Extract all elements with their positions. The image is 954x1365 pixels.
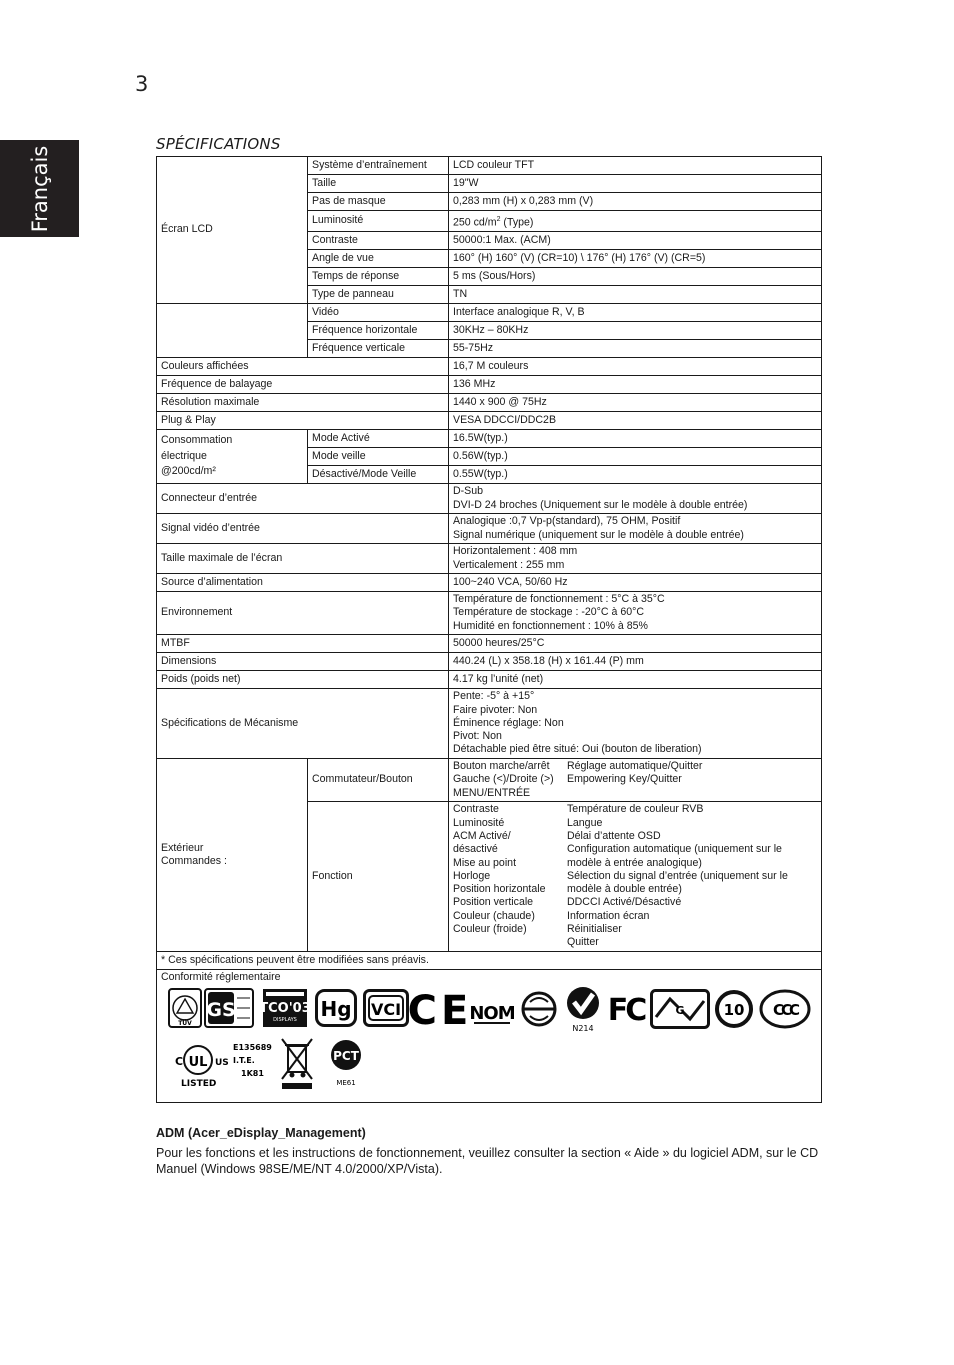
row-label: Connecteur d’entrée — [157, 484, 449, 514]
power-group-line: @200cd/m² — [161, 465, 216, 478]
pct-text: PCT — [333, 1049, 359, 1064]
row-label: Environnement — [157, 592, 449, 635]
table-row — [157, 759, 822, 802]
me61-text: ME61 — [336, 1079, 356, 1088]
compliance-cell — [157, 970, 822, 1103]
row-label: Plug & Play — [157, 412, 449, 430]
row-value: 136 MHz — [449, 376, 822, 394]
language-tab-label: Français — [27, 145, 52, 232]
row-label: Type de panneau — [308, 286, 449, 304]
row-value: 5 ms (Sous/Hors) — [449, 268, 822, 286]
row-label: Contraste — [308, 232, 449, 250]
row-group-label: Extérieur Commandes : — [157, 759, 308, 952]
row-label: Fréquence de balayage — [157, 376, 449, 394]
ten-year-logo-icon — [714, 989, 754, 1029]
ul-text: UL — [188, 1055, 208, 1071]
row-label: Fréquence horizontale — [308, 322, 449, 340]
row-value: TN — [449, 286, 822, 304]
row-label: Vidéo — [308, 304, 449, 322]
hg-text: Hg — [320, 997, 352, 1022]
row-value: 50000 heures/25°C — [449, 635, 822, 653]
language-tab — [0, 140, 79, 237]
row-value — [449, 759, 822, 802]
weee-bin-logo-icon — [279, 1036, 315, 1090]
row-value: LCD couleur TFT — [449, 157, 822, 175]
tuv-logo-icon — [168, 988, 202, 1028]
nom-text: NOM — [469, 1003, 515, 1025]
power-group-line: Consommation — [161, 434, 233, 447]
row-label: Résolution maximale — [157, 394, 449, 412]
table-row — [157, 952, 822, 970]
table-row — [157, 689, 822, 759]
ul-ite-text: I.T.E. — [233, 1056, 255, 1066]
table-row — [157, 592, 822, 635]
value-tail: (Type) — [500, 216, 534, 229]
row-value — [449, 211, 822, 232]
row-label: Mode Activé — [308, 430, 449, 448]
row-value: 0.56W(typ.) — [449, 448, 822, 466]
row-value: VESA DDCCI/DDC2B — [449, 412, 822, 430]
value-superscript: 2 — [496, 215, 501, 223]
table-row — [157, 484, 822, 514]
row-value: 440.24 (L) x 358.18 (H) x 161.44 (P) mm — [449, 653, 822, 671]
row-label: Désactivé/Mode Veille — [308, 466, 449, 484]
row-value: 30KHz – 80KHz — [449, 322, 822, 340]
row-value: 160° (H) 160° (V) (CR=10) \ 176° (H) 176° (V) (CR=5) — [449, 250, 822, 268]
row-label: Source d’alimentation — [157, 574, 449, 592]
row-label: Poids (poids net) — [157, 671, 449, 689]
table-row — [157, 514, 822, 544]
row-label: Temps de réponse — [308, 268, 449, 286]
table-row — [157, 412, 822, 430]
gs-text: GS — [206, 999, 236, 1022]
fcc-logo-icon — [605, 990, 647, 1028]
function-col-1: Contraste Luminosité ACM Activé/ désactivé Mise au point Horloge Position horizontale Position verticale Couleur (chaude) Couleur (froide) — [453, 803, 546, 936]
gs-logo-icon — [204, 988, 254, 1028]
row-value: 4.17 kg l’unité (net) — [449, 671, 822, 689]
section-title: SPÉCIFICATIONS — [156, 135, 281, 153]
adm-text: Pour les fonctions et les instructions de fonctionnement, veuillez consulter la section « Aide » du logiciel ADM, sur le CD Manuel (Windows 98SE/ME/NT 4.0/2000/XP/Vista). — [156, 1146, 819, 1176]
row-value: 16,7 M couleurs — [449, 358, 822, 376]
ul-1k-text: 1K81 — [241, 1069, 264, 1079]
row-value: Température de fonctionnement : 5°C à 35°C Température de stockage : -20°C à 60°C Humidité en fonctionnement : 10% à 85% — [449, 592, 822, 635]
table-row — [157, 157, 822, 175]
nom-logo-icon — [469, 992, 515, 1026]
row-label: MTBF — [157, 635, 449, 653]
row-label: Système d’entraînement — [308, 157, 449, 175]
row-value: 0.55W(typ.) — [449, 466, 822, 484]
value-main: 250 cd/m — [453, 216, 497, 229]
row-value: 100~240 VCA, 50/60 Hz — [449, 574, 822, 592]
row-label: Mode veille — [308, 448, 449, 466]
compliance-label: Conformité réglementaire — [161, 971, 281, 983]
row-value: Interface analogique R, V, B — [449, 304, 822, 322]
n214-check-logo-icon — [564, 986, 602, 1034]
row-value — [449, 802, 822, 952]
row-group-label — [157, 304, 308, 358]
row-value: 16.5W(typ.) — [449, 430, 822, 448]
row-label: Pas de masque — [308, 193, 449, 211]
table-row — [157, 653, 822, 671]
table-row — [157, 970, 822, 1103]
pct-logo-icon — [326, 1037, 366, 1089]
row-value: D-Sub DVI-D 24 broches (Uniquement sur le modèle à double entrée) — [449, 484, 822, 514]
function-col-2: Température de couleur RVB Langue Délai d’attente OSD Configuration automatique (uniquement sur le modèle à entrée analogique) Sélection du signal d’entrée (uniquement sur le modèle à double entrée) DDCCI Activé/Désactivé Information écran Réinitialiser Quitter — [567, 803, 788, 949]
row-label: Taille — [308, 175, 449, 193]
hg-logo-icon — [315, 989, 357, 1027]
gost-logo-icon — [520, 990, 558, 1028]
row-label: Commutateur/Bouton — [308, 759, 449, 802]
note: * Ces spécifications peuvent être modifiées sans préavis. — [157, 952, 822, 970]
row-label: Couleurs affichées — [157, 358, 449, 376]
table-row — [157, 574, 822, 592]
power-group-line: électrique — [161, 449, 207, 462]
fc-text: FC — [607, 993, 645, 1029]
row-label: Angle de vue — [308, 250, 449, 268]
ul-e-text: E135689 — [233, 1043, 272, 1053]
row-value: 50000:1 Max. (ACM) — [449, 232, 822, 250]
row-value: 1440 x 900 @ 75Hz — [449, 394, 822, 412]
table-row — [157, 544, 822, 574]
row-label: Spécifications de Mécanisme — [157, 689, 449, 759]
tco-text: TCO'03 — [259, 1001, 311, 1017]
ce-logo-icon — [407, 987, 473, 1035]
table-row — [157, 376, 822, 394]
table-row — [157, 635, 822, 653]
row-value: 19"W — [449, 175, 822, 193]
g-mark-logo-icon — [650, 989, 710, 1029]
ten-text: 10 — [723, 1001, 745, 1020]
row-label: Luminosité — [308, 211, 449, 232]
row-label: Fréquence verticale — [308, 340, 449, 358]
ccc-text: CCC — [772, 1001, 798, 1020]
row-group-label: Écran LCD — [157, 157, 308, 304]
table-row — [157, 671, 822, 689]
row-label: Signal vidéo d’entrée — [157, 514, 449, 544]
ul-us-text: US — [215, 1058, 229, 1069]
ul-c-text: C — [175, 1055, 184, 1069]
tuv-text: TÜV — [178, 1020, 192, 1028]
row-value: Analogique :0,7 Vp-p(standard), 75 OHM, Positif Signal numérique (uniquement sur le modèle à double entrée) — [449, 514, 822, 544]
table-row — [157, 394, 822, 412]
row-label: Taille maximale de l’écran — [157, 544, 449, 574]
row-value: 0,283 mm (H) x 0,283 mm (V) — [449, 193, 822, 211]
ul-listed-logo-icon — [171, 1038, 273, 1090]
switch-col-1: Bouton marche/arrêt Gauche (<)/Droite (>) MENU/ENTRÉE — [453, 760, 554, 799]
table-row — [157, 358, 822, 376]
row-value: Horizontalement : 408 mm Verticalement : 255 mm — [449, 544, 822, 574]
n214-text: N214 — [572, 1024, 594, 1034]
row-label: Dimensions — [157, 653, 449, 671]
specifications-table — [156, 156, 822, 1103]
tco03-logo-icon — [259, 988, 311, 1028]
g-text: G — [675, 1004, 685, 1018]
row-value: Pente: -5° à +15° Faire pivoter: Non Éminence réglage: Non Pivot: Non Détachable pied être situé: Oui (bouton de liberation) — [449, 689, 822, 759]
ccc-logo-icon — [759, 989, 811, 1029]
row-label: Fonction — [308, 802, 449, 952]
ul-listed-text: LISTED — [181, 1079, 217, 1090]
tco-sub-text: DISPLAYS — [273, 1017, 297, 1024]
vcci-text: VCI — [370, 1000, 402, 1020]
vcci-logo-icon — [363, 989, 409, 1027]
table-row — [157, 304, 822, 322]
compliance-logos — [161, 984, 817, 1102]
row-group-label — [157, 430, 308, 484]
row-value: 55-75Hz — [449, 340, 822, 358]
ce-text: CE — [407, 988, 473, 1035]
switch-col-2: Réglage automatique/Quitter Empowering Key/Quitter — [567, 760, 703, 786]
page-number: 3 — [135, 72, 149, 96]
table-row — [157, 430, 822, 448]
adm-title: ADM (Acer_eDisplay_Management) — [156, 1126, 366, 1140]
